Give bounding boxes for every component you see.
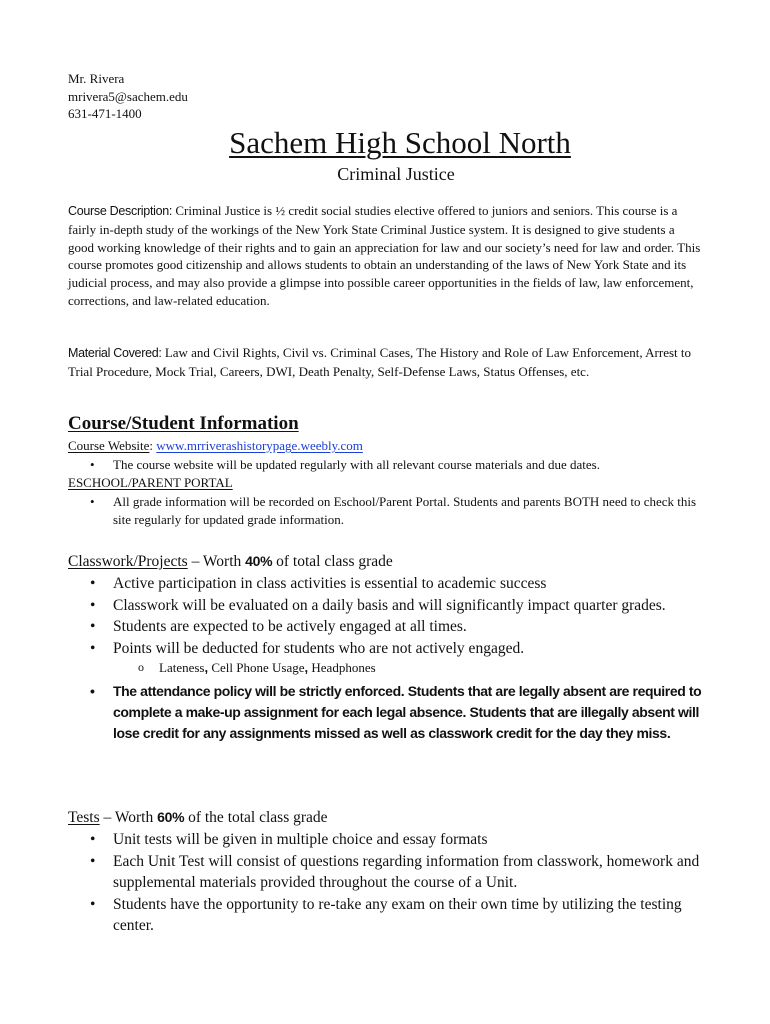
course-info-heading: Course/Student Information: [68, 413, 299, 434]
course-website-line: [68, 437, 363, 454]
list-item: • Students are expected to be actively engaged at all times.: [68, 616, 708, 638]
course-website-label: Course Website: [68, 438, 150, 453]
sub-item-sep: ,: [204, 660, 209, 675]
course-description: [68, 202, 702, 310]
material-covered-text: Law and Civil Rights, Civil vs. Criminal Cases, The History and Role of Law Enforcement, Arrest to Trial Procedure, Mock Trial, Careers, DWI, Death Penalty, Self-Defense Laws, Status Offenses, etc.: [68, 345, 691, 379]
classwork-sub-container: [68, 659, 708, 677]
list-item: • Each Unit Test will consist of questions regarding information from classwork, homework and supplemental materials provided throughout the course of a Unit.: [68, 851, 708, 894]
classwork-label: Classwork/Projects: [68, 553, 188, 570]
school-name: Sachem High School North: [229, 125, 571, 160]
list-item: • Students have the opportunity to re-take any exam on their own time by utilizing the testing center.: [68, 894, 708, 937]
attendance-policy: • The attendance policy will be strictly enforced. Students that are legally absent are required to complete a make-up assignment for each legal absence. Students that are illegally absent will lose credit for any assignments missed as well as classwork credit for the day they miss.: [68, 681, 708, 744]
sub-item-headphones: Headphones: [308, 660, 376, 675]
course-description-text: Criminal Justice is ½ credit social studies elective offered to juniors and seniors. This course is a fairly in-depth study of the workings of the New York State Criminal Justice system. It is designed to give students a good working knowledge of their rights and to gain an appreciation for law and our society’s need for law and order. This course promotes good citizenship and allows students to obtain an understanding of the laws of New York State and its judicial process, and may also provide a glimpse into possible career opportunities in the fields of law, law enforcement, corrections, and law-related education.: [68, 203, 701, 308]
tests-heading: [68, 807, 328, 828]
portal-label: ESCHOOL/PARENT PORTAL: [68, 475, 233, 490]
teacher-email: mrivera5@sachem.edu: [68, 88, 188, 104]
classwork-sub-list: [113, 659, 708, 677]
tests-tail: of the total class grade: [184, 809, 328, 826]
list-item: • Unit tests will be given in multiple choice and essay formats: [68, 829, 708, 851]
course-name: Criminal Justice: [337, 164, 455, 184]
classwork-heading: [68, 551, 393, 572]
sub-item-lateness: Lateness: [159, 660, 205, 675]
tests-label: Tests: [68, 809, 100, 826]
material-covered: [68, 344, 702, 381]
sub-item-cellphone: Cell Phone Usage: [208, 660, 305, 675]
sub-list-item: [113, 659, 708, 677]
list-item: • Active participation in class activities is essential to academic success: [68, 573, 708, 595]
list-item: • The course website will be updated regularly with all relevant course materials and due dates.: [68, 456, 708, 474]
course-website-sep: :: [149, 438, 157, 453]
page-title: [0, 124, 770, 162]
tests-mid: – Worth: [99, 809, 158, 826]
course-description-label: Course Description:: [68, 204, 173, 218]
list-item: • Points will be deducted for students who are not actively engaged.: [68, 638, 708, 660]
tests-list: [68, 829, 708, 937]
teacher-phone: 631-471-1400: [68, 106, 142, 121]
teacher-name: Mr. Rivera: [68, 71, 125, 86]
classwork-percent: 40%: [245, 553, 273, 569]
classwork-mid: – Worth: [187, 553, 246, 570]
material-covered-label: Material Covered:: [68, 346, 162, 360]
classwork-tail: of total class grade: [272, 553, 393, 570]
website-bullets: [68, 456, 708, 474]
list-item: • Classwork will be evaluated on a daily basis and will significantly impact quarter grades.: [68, 595, 708, 617]
tests-percent: 60%: [157, 809, 185, 825]
course-website-link[interactable]: www.mrriverashistorypage.weebly.com: [156, 438, 363, 453]
sub-item-sep: ,: [304, 660, 309, 675]
list-item: • All grade information will be recorded on Eschool/Parent Portal. Students and parents BOTH need to check this site regularly for updated grade information.: [68, 493, 708, 529]
classwork-list: [68, 573, 708, 744]
contact-block: [68, 70, 188, 123]
portal-bullets: [68, 493, 708, 529]
